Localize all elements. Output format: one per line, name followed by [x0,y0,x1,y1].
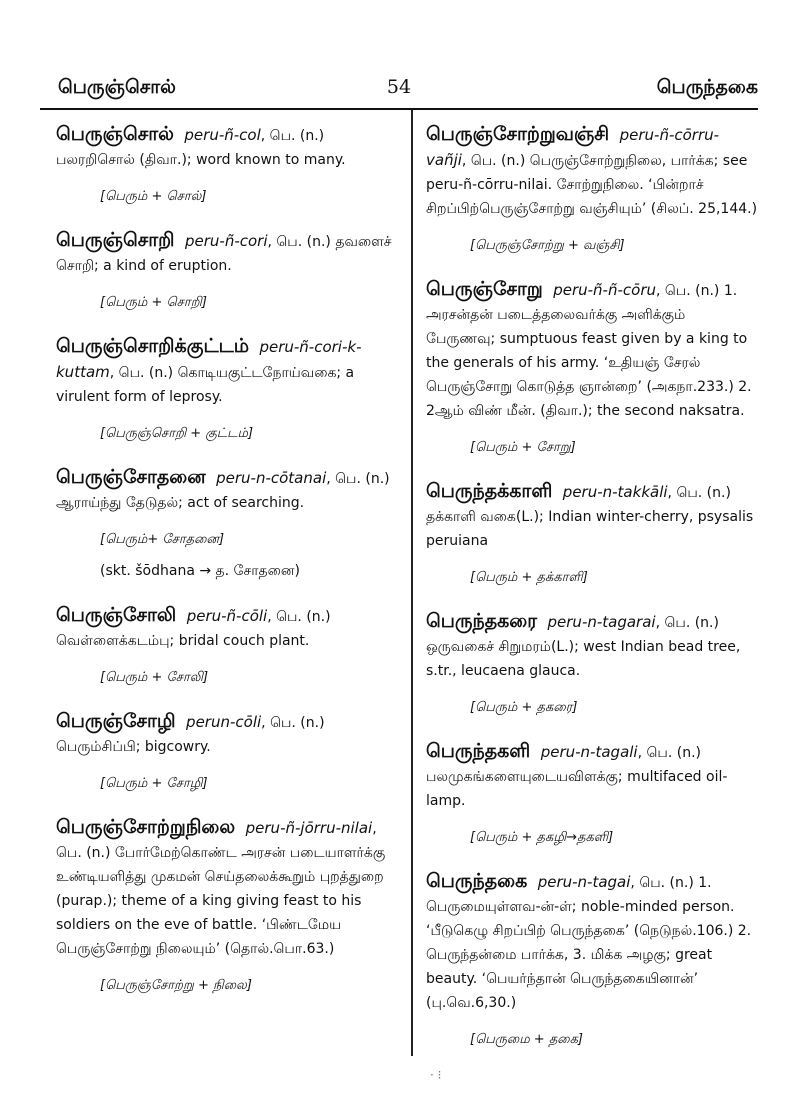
definition: ஆராய்ந்து தேடுதல்; act of searching. [56,495,305,511]
etymology: [பெரும் + சோலி] [100,670,209,685]
etymology: [பெரும் + சோழி] [100,776,208,791]
transliteration: peru-ñ-cori [184,232,268,250]
etymology: [பெருஞ்சோற்று + வஞ்சி] [470,238,625,253]
column-divider [411,110,413,1056]
etymology: [பெரும் + சோறு] [470,440,576,455]
etymology: [பெருஞ்சொறி + குட்டம்] [100,426,254,441]
dictionary-entry [56,122,398,206]
transliteration: peru-n-tagali [540,743,638,761]
etymology: [பெருஞ்சோற்று + நிலை] [100,978,252,993]
transliteration: peru-ñ-cōli [186,607,268,625]
dictionary-entry [56,815,398,995]
header-right-guideword: பெருந்தகை [656,76,758,98]
dictionary-entry [426,277,758,457]
definition: போர்மேற்கொண்ட அரசன் படையாளர்க்கு உண்டியளித்து முகமன் செய்தலைக்கூறும் புறத்துறை (purap.); theme of a king giving feast to his soldiers on the eve of battle. ‘பிண்டமேய பெருஞ்சோற்று நிலையும்’ (தொல்.பொ.63.) [56,845,386,957]
headword: பெருஞ்சோற்றுநிலை [56,816,236,838]
etymology: [பெரும் + சொல்] [100,189,207,204]
dictionary-entry [56,465,398,581]
dictionary-entry [426,122,758,255]
entry-body: பெருஞ்சோறு peru-ñ-ñ-cōru, பெ. (n.) 1. அரசன்தன் படைத்தலைவர்க்கு அளிக்கும் பேருணவு; sumptuous feast given by a king to the generals of his army. ‘உதியஞ் சேரல் பெருஞ்சோறு கொடுத்த ஞான்றை’ (அகநா.233.) 2. 2ஆம் விண் மீன். (திவா.); the second naksatra. [426,278,752,419]
header-left-guideword: பெருஞ்சொல் [58,76,176,98]
part-of-speech: பெ. (n.) [664,615,719,631]
etymology: [பெருமை + தகை] [470,1032,583,1047]
headword: பெருந்தக்காளி [426,480,553,502]
dictionary-entry [426,479,758,587]
entry-body: பெருஞ்சோதனை peru-n-cōtanai, பெ. (n.) ஆராய்ந்து தேடுதல்; act of searching. [56,466,390,511]
definition: ஒருவகைச் சிறுமரம்(L.); west Indian bead tree, s.tr., leucaena glauca. [426,639,741,679]
page-number: 54 [386,76,412,98]
entry-body: பெருஞ்சோழி perun-cōli, பெ. (n.) பெரும்சிப்பி; bigcowry. [56,710,325,755]
etymology: [பெரும் + தகழி→தகளி] [470,830,614,845]
transliteration: peru-ñ-cōrru-vañji [426,126,720,169]
etymology: [பெரும் + தகரை] [470,700,578,715]
transliteration: peru-ñ-cori-k-kuttam [56,338,362,381]
headword: பெருஞ்சோலி [56,604,177,626]
transliteration: peru-n-tagai [537,873,631,891]
headword: பெருஞ்சோறு [426,278,543,300]
entry-body: பெருந்தக்காளி peru-n-takkāli, பெ. (n.) தக்காளி வகை(L.); Indian winter-cherry, psysalis peruiana [426,480,754,549]
part-of-speech: பெ. (n.) [335,471,390,487]
transliteration: peru-n-takkāli [562,483,668,501]
definition: 1. பெருமையுள்ளவ-ன்-ள்; noble-minded person. ‘பீடுகெழு சிறப்பிற் பெருந்தகை’ (நெடுநல்.106.) 2. பெருந்தன்மை பார்க்க, 3. மிக்க அழகு; great beauty. ‘பெயர்ந்தான் பெருந்தகையினான்’ (பு.வெ.6,30.) [426,875,752,1011]
etymology: [பெரும் + சொறி] [100,295,207,310]
headword: பெருஞ்சொல் [56,123,174,145]
part-of-speech: பெ. (n.) [276,234,331,250]
right-column [426,122,758,1071]
definition: பெருஞ்சோற்றுநிலை, பார்க்க; see peru-ñ-cōrru-nilai. சோற்றுநிலை. ‘பின்றாச் சிறப்பிற்பெருஞ்சோற்று வஞ்சியும்’ (சிலப். 25,144.) [426,153,758,217]
transliteration: peru-ñ-jōrru-nilai [245,819,373,837]
part-of-speech: பெ. (n.) [56,845,111,861]
entry-body: பெருஞ்சொறி peru-ñ-cori, பெ. (n.) தவளைச் சொறி; a kind of eruption. [56,229,392,274]
etymology: [பெரும்+ சோதனை] [100,532,225,547]
entry-body: பெருஞ்சொல் peru-ñ-col, பெ. (n.) பலரறிசொல் (திவா.); word known to many. [56,123,346,168]
headword: பெருஞ்சொறிக்குட்டம் [56,335,249,357]
transliteration: peru-n-cōtanai [216,469,327,487]
definition: கொடியகுட்டநோய்வகை; a virulent form of leprosy. [56,365,355,405]
entry-body: பெருஞ்சோற்றுநிலை peru-ñ-jōrru-nilai, பெ. (n.) போர்மேற்கொண்ட அரசன் படையாளர்க்கு உண்டியளித்து முகமன் செய்தலைக்கூறும் புறத்துறை (purap.); theme of a king giving feast to his soldiers on the eve of battle. ‘பிண்டமேய பெருஞ்சோற்று நிலையும்’ (தொல்.பொ.63.) [56,816,386,957]
dictionary-entry [426,609,758,717]
definition: தவளைச் சொறி; a kind of eruption. [56,234,392,274]
headword: பெருஞ்சோற்றுவஞ்சி [426,123,610,145]
etymology: [பெரும் + தக்காளி] [470,570,588,585]
transliteration: peru-n-tagarai [547,613,656,631]
dictionary-entry [56,334,398,443]
definition: பலரறிசொல் (திவா.); word known to many. [56,152,346,168]
dictionary-entry [426,869,758,1049]
entry-body: பெருஞ்சொறிக்குட்டம் peru-ñ-cori-k-kuttam, பெ. (n.) கொடியகுட்டநோய்வகை; a virulent form of leprosy. [56,335,362,405]
headword: பெருந்தகரை [426,610,538,632]
dictionary-entry [56,228,398,312]
headword: பெருஞ்சொறி [56,229,175,251]
dictionary-entry [56,603,398,687]
headword: பெருஞ்சோதனை [56,466,206,488]
entry-body: பெருஞ்சோற்றுவஞ்சி peru-ñ-cōrru-vañji, பெ. (n.) பெருஞ்சோற்றுநிலை, பார்க்க; see peru-ñ-cōrru-nilai. சோற்றுநிலை. ‘பின்றாச் சிறப்பிற்பெருஞ்சோற்று வஞ்சியும்’ (சிலப். 25,144.) [426,123,758,217]
headword: பெருந்தகை [426,870,528,892]
part-of-speech: பெ. (n.) [664,283,720,299]
definition: வெள்ளைக்கடம்பு; bridal couch plant. [56,633,310,649]
scan-speck: · ⁝ [430,1068,442,1082]
headword: பெருஞ்சோழி [56,710,176,732]
definition: 1. அரசன்தன் படைத்தலைவர்க்கு அளிக்கும் பேருணவு; sumptuous feast given by a king to the generals of his army. ‘உதியஞ் சேரல் பெருஞ்சோறு கொடுத்த ஞான்றை’ (அகநா.233.) 2. 2ஆம் விண் மீன். (திவா.); the second naksatra. [426,283,752,419]
part-of-speech: பெ. (n.) [676,485,731,501]
entry-body: பெருந்தகரை peru-n-tagarai, பெ. (n.) ஒருவகைச் சிறுமரம்(L.); west Indian bead tree, s.tr., leucaena glauca. [426,610,741,679]
etymology-note: (skt. šōdhana → த. சோதனை) [100,563,300,579]
dictionary-entry [426,739,758,847]
definition: பலமுகங்களையுடையவிளக்கு; multifaced oil-lamp. [426,769,728,809]
definition: தக்காளி வகை(L.); Indian winter-cherry, psysalis peruiana [426,509,754,549]
part-of-speech: பெ. (n.) [646,745,701,761]
part-of-speech: பெ. (n.) [270,715,325,731]
part-of-speech: பெ. (n.) [269,128,325,144]
part-of-speech: பெ. (n.) [276,609,331,625]
transliteration: perun-cōli [186,713,262,731]
part-of-speech: பெ. (n.) [118,365,174,381]
entry-body: பெருஞ்சோலி peru-ñ-cōli, பெ. (n.) வெள்ளைக்கடம்பு; bridal couch plant. [56,604,331,649]
transliteration: peru-ñ-ñ-cōru [553,281,656,299]
entry-body: பெருந்தகளி peru-n-tagali, பெ. (n.) பலமுகங்களையுடையவிளக்கு; multifaced oil-lamp. [426,740,728,809]
transliteration: peru-ñ-col [184,126,261,144]
entry-body: பெருந்தகை peru-n-tagai, பெ. (n.) 1. பெருமையுள்ளவ-ன்-ள்; noble-minded person. ‘பீடுகெழு சிறப்பிற் பெருந்தகை’ (நெடுநல்.106.) 2. பெருந்தன்மை பார்க்க, 3. மிக்க அழகு; great beauty. ‘பெயர்ந்தான் பெருந்தகையினான்’ (பு.வெ.6,30.) [426,870,752,1011]
part-of-speech: பெ. (n.) [639,875,694,891]
part-of-speech: பெ. (n.) [470,153,526,169]
dictionary-entry [56,709,398,793]
definition: பெரும்சிப்பி; bigcowry. [56,739,211,755]
left-column [56,122,398,1017]
page-header [40,74,758,110]
headword: பெருந்தகளி [426,740,531,762]
